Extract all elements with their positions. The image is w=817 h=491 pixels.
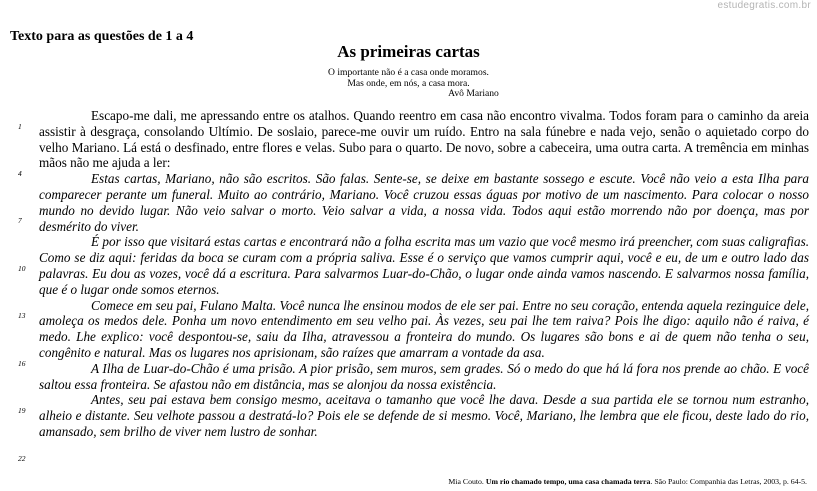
line-number: 22 [18,454,26,463]
epigraph [0,68,817,100]
line-number: 4 [18,169,22,178]
question-heading: Texto para as questões de 1 a 4 [10,29,194,44]
epigraph-author: Avô Mariano [448,88,499,99]
line-number: 19 [18,406,26,415]
paragraph: Estas cartas, Mariano, não são escritos. São falas. Sente-se, se deixe em bastante sossego e escute. Você não veio a esta Ilha para comparecer perante um funeral. Muito ao contrário, Mariano. Você cruzou essas águas por motivo de um nascimento. Para colocar o nosso mundo no devido lugar. Não veio salvar o morto. Veio salvar a vida, a nossa vida. Todos aqui estão morrendo não por doença, mas por desmérito do viver. [39,171,809,234]
paragraph: É por isso que visitará estas cartas e encontrará não a folha escrita mas um vazio que você mesmo irá preencher, com suas caligrafias. Como se diz aqui: feridas da boca se curam com a própria saliva. Esse é o serviço que vamos cumprir aqui, você e eu, de um e outro lado das palavras. Eu dou as vozes, você dá a escritura. Para salvarmos Luar-do-Chão, o lugar onde ainda vamos nascendo. E salvarmos nossa família, que é o lugar onde somos eternos. [39,234,809,297]
text-title: As primeiras cartas [337,42,480,61]
line-number: 1 [18,122,22,131]
paragraph: A Ilha de Luar-do-Chão é uma prisão. A pior prisão, sem muros, sem grades. Só o medo do que há lá fora nos prende ao chão. E você saltou essa fronteira. Se afastou não em distância, mas se alonjou da nossa existência. [39,360,809,392]
source-publisher: . São Paulo: Companhia das Letras, 2003, p. 64-5. [650,477,807,486]
site-watermark: estudegratis.com.br [717,0,811,11]
line-number: 10 [18,264,26,273]
epigraph-line: O importante não é a casa onde moramos. [328,67,489,78]
text-body [39,108,809,440]
line-number: 7 [18,216,22,225]
source-citation [448,477,807,486]
paragraph: Antes, seu pai estava bem consigo mesmo, aceitava o tamanho que você lhe dava. Desde a sua partida ele se tornou num estranho, alheio e distante. Seu velhote passou a destratá-lo? Pois ele se defende de si mesmo. Você, Mariano, lhe lembra que ele ficou, deste lado do rio, amansado, sem brilho de viver nem lustro de sonhar. [39,392,809,439]
paragraph: Escapo-me dali, me apressando entre os atalhos. Quando reentro em casa não encontro vivalma. Todos foram para o caminho da areia assistir à desgraça, consolando Ultímio. De soslaio, parece-me ouvir um ruído. Entro na sala fúnebre e nada vejo, senão o aquietado corpo do velho Mariano. Lá está o desfinado, entre flores e velas. Subo para o quarto. De novo, sobre a cabeceira, uma outra carta. A tremência em minhas mãos não me ajuda a ler: [39,108,809,171]
paragraph: Comece em seu pai, Fulano Malta. Você nunca lhe ensinou modos de ele ser pai. Entre no seu coração, entenda aquela rezinguice dele, amoleça os medos dele. Ponha um novo entendimento em seu velho pai. Às vezes, seu pai lhe tem raiva? Pois lhe digo: aquilo não é raiva, é medo. Lhe explico: você despontou-se, saiu da Ilha, atravessou a fronteira do mundo. Os lugares são bons e ai de quem não tenha o seu, congênito e natural. Mas os lugares nos aprisionam, são raízes que amarram a vontade da asa. [39,297,809,360]
source-author: Mia Couto. [448,477,484,486]
line-number: 13 [18,311,26,320]
epigraph-line: Mas onde, em nós, a casa mora. [347,77,470,89]
source-work: Um rio chamado tempo, uma casa chamada terra [485,477,651,486]
line-number: 16 [18,359,26,368]
